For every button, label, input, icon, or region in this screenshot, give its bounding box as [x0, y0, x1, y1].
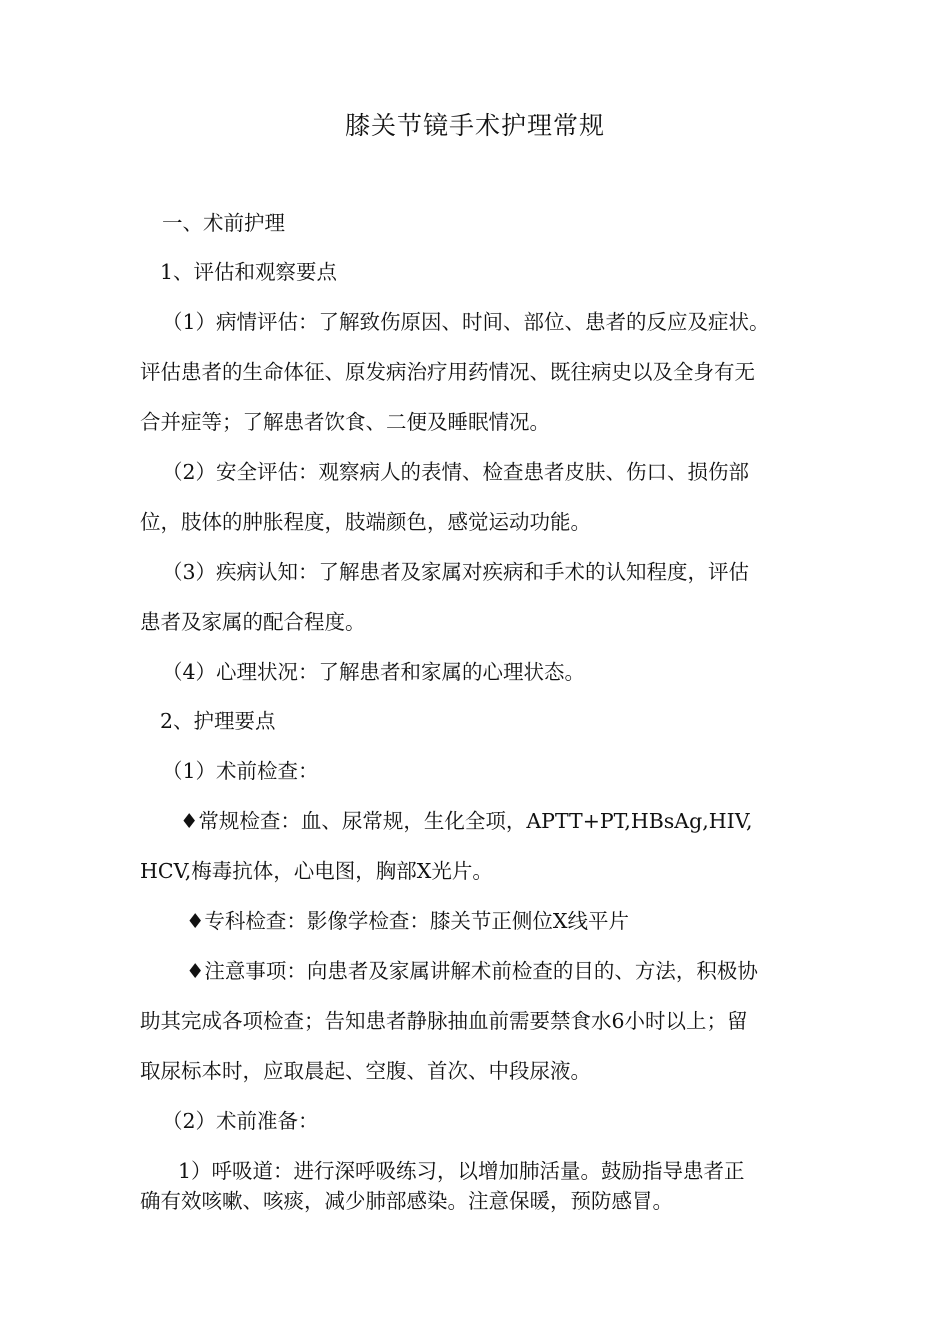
- paragraph-line: 1）呼吸道：进行深呼吸练习，以增加肺活量。鼓励指导患者正: [178, 1159, 745, 1183]
- document-title: 膝关节镜手术护理常规: [344, 111, 605, 140]
- subheading-assessment: 1、评估和观察要点: [160, 260, 338, 284]
- bullet-line: ♦常规检查：血、尿常规，生化全项，APTT+PT,HBsAg,HIV,: [180, 809, 753, 833]
- paragraph-line: HCV,梅毒抗体，心电图，胸部X光片。: [140, 859, 493, 883]
- paragraph-line: 评估患者的生命体征、原发病治疗用药情况、既往病史以及全身有无: [140, 360, 755, 384]
- paragraph-line: （1）病情评估：了解致伤原因、时间、部位、患者的反应及症状。: [162, 310, 770, 334]
- paragraph-line: 合并症等；了解患者饮食、二便及睡眠情况。: [140, 410, 550, 434]
- paragraph-line: （2）术前准备：: [162, 1109, 319, 1133]
- paragraph-line: （2）安全评估：观察病人的表情、检查患者皮肤、伤口、损伤部: [162, 460, 750, 484]
- paragraph-line: （3）疾病认知：了解患者及家属对疾病和手术的认知程度，评估: [162, 560, 750, 584]
- paragraph-line: 位，肢体的肿胀程度，肢端颜色，感觉运动功能。: [140, 510, 591, 534]
- paragraph-line: 助其完成各项检查；告知患者静脉抽血前需要禁食水6小时以上；留: [140, 1009, 748, 1033]
- paragraph-line: （4）心理状况：了解患者和家属的心理状态。: [162, 660, 586, 684]
- bullet-line: ♦注意事项：向患者及家属讲解术前检查的目的、方法，积极协: [186, 959, 758, 983]
- bullet-line: ♦专科检查：影像学检查：膝关节正侧位X线平片: [186, 909, 629, 933]
- paragraph-line: 确有效咳嗽、咳痰，减少肺部感染。注意保暖，预防感冒。: [140, 1189, 673, 1213]
- subheading-nursing-points: 2、护理要点: [160, 709, 276, 733]
- paragraph-line: 取尿标本时，应取晨起、空腹、首次、中段尿液。: [140, 1059, 591, 1083]
- section-heading-preop: 一、术前护理: [162, 211, 285, 235]
- paragraph-line: 患者及家属的配合程度。: [140, 610, 366, 634]
- paragraph-line: （1）术前检查：: [162, 759, 319, 783]
